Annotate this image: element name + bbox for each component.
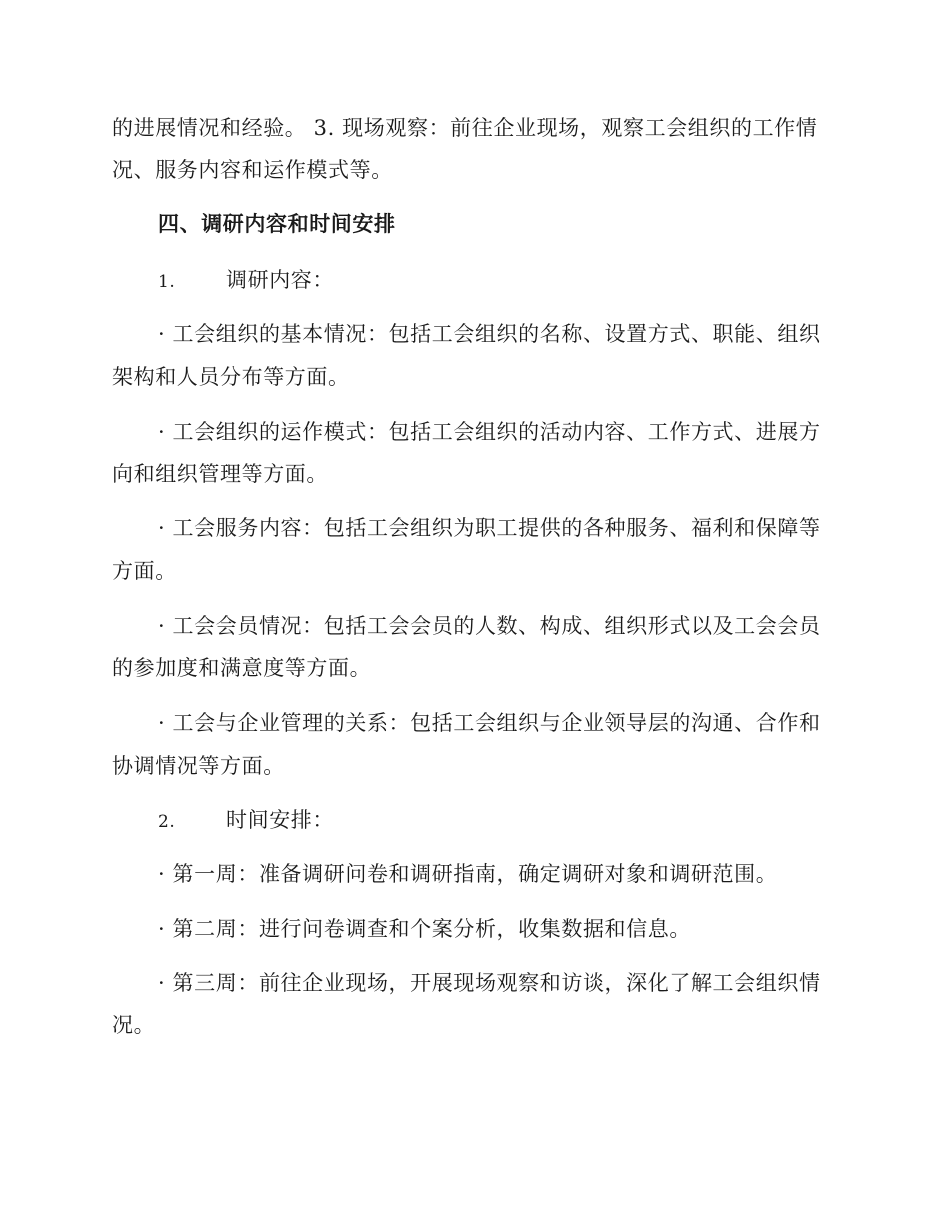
- content-bullet-4-line-2: 的参加度和满意度等方面。: [112, 656, 372, 680]
- section-heading: 四、调研内容和时间安排: [158, 211, 396, 236]
- content-bullet-3-line-1: · 工会服务内容：包括工会组织为职工提供的各种服务、福利和保障等: [158, 516, 821, 540]
- schedule-item-heading: [158, 808, 334, 834]
- content-bullet-1-line-1: · 工会组织的基本情况：包括工会组织的名称、设置方式、职能、组织: [158, 322, 821, 346]
- content-item-heading: [158, 268, 334, 294]
- schedule-bullet-3-line-2: 况。: [112, 1013, 156, 1037]
- content-bullet-4-line-1: · 工会会员情况：包括工会会员的人数、构成、组织形式以及工会会员: [158, 614, 821, 638]
- schedule-bullet-1: · 第一周：准备调研问卷和调研指南，确定调研对象和调研范围。: [158, 862, 778, 886]
- schedule-item-label: 时间安排：: [226, 808, 334, 832]
- schedule-bullet-2: · 第二周：进行问卷调查和个案分析，收集数据和信息。: [158, 917, 691, 941]
- content-item-label: 调研内容：: [226, 268, 334, 292]
- content-bullet-1-line-2: 架构和人员分布等方面。: [112, 365, 350, 389]
- content-bullet-2-line-2: 向和组织管理等方面。: [112, 462, 328, 486]
- intro-line-1: 的进展情况和经验。 3. 现场观察：前往企业现场，观察工会组织的工作情: [112, 116, 818, 140]
- content-bullet-5-line-2: 协调情况等方面。: [112, 754, 285, 778]
- schedule-bullet-3-line-1: · 第三周：前往企业现场，开展现场观察和访谈，深化了解工会组织情: [158, 971, 821, 995]
- intro-line-2: 况、服务内容和运作模式等。: [112, 158, 393, 182]
- schedule-item-number: 2.: [158, 812, 176, 832]
- content-bullet-2-line-1: · 工会组织的运作模式：包括工会组织的活动内容、工作方式、进展方: [158, 420, 821, 444]
- content-item-number: 1.: [158, 272, 176, 292]
- content-bullet-5-line-1: · 工会与企业管理的关系：包括工会组织与企业领导层的沟通、合作和: [158, 711, 821, 735]
- content-bullet-3-line-2: 方面。: [112, 559, 177, 583]
